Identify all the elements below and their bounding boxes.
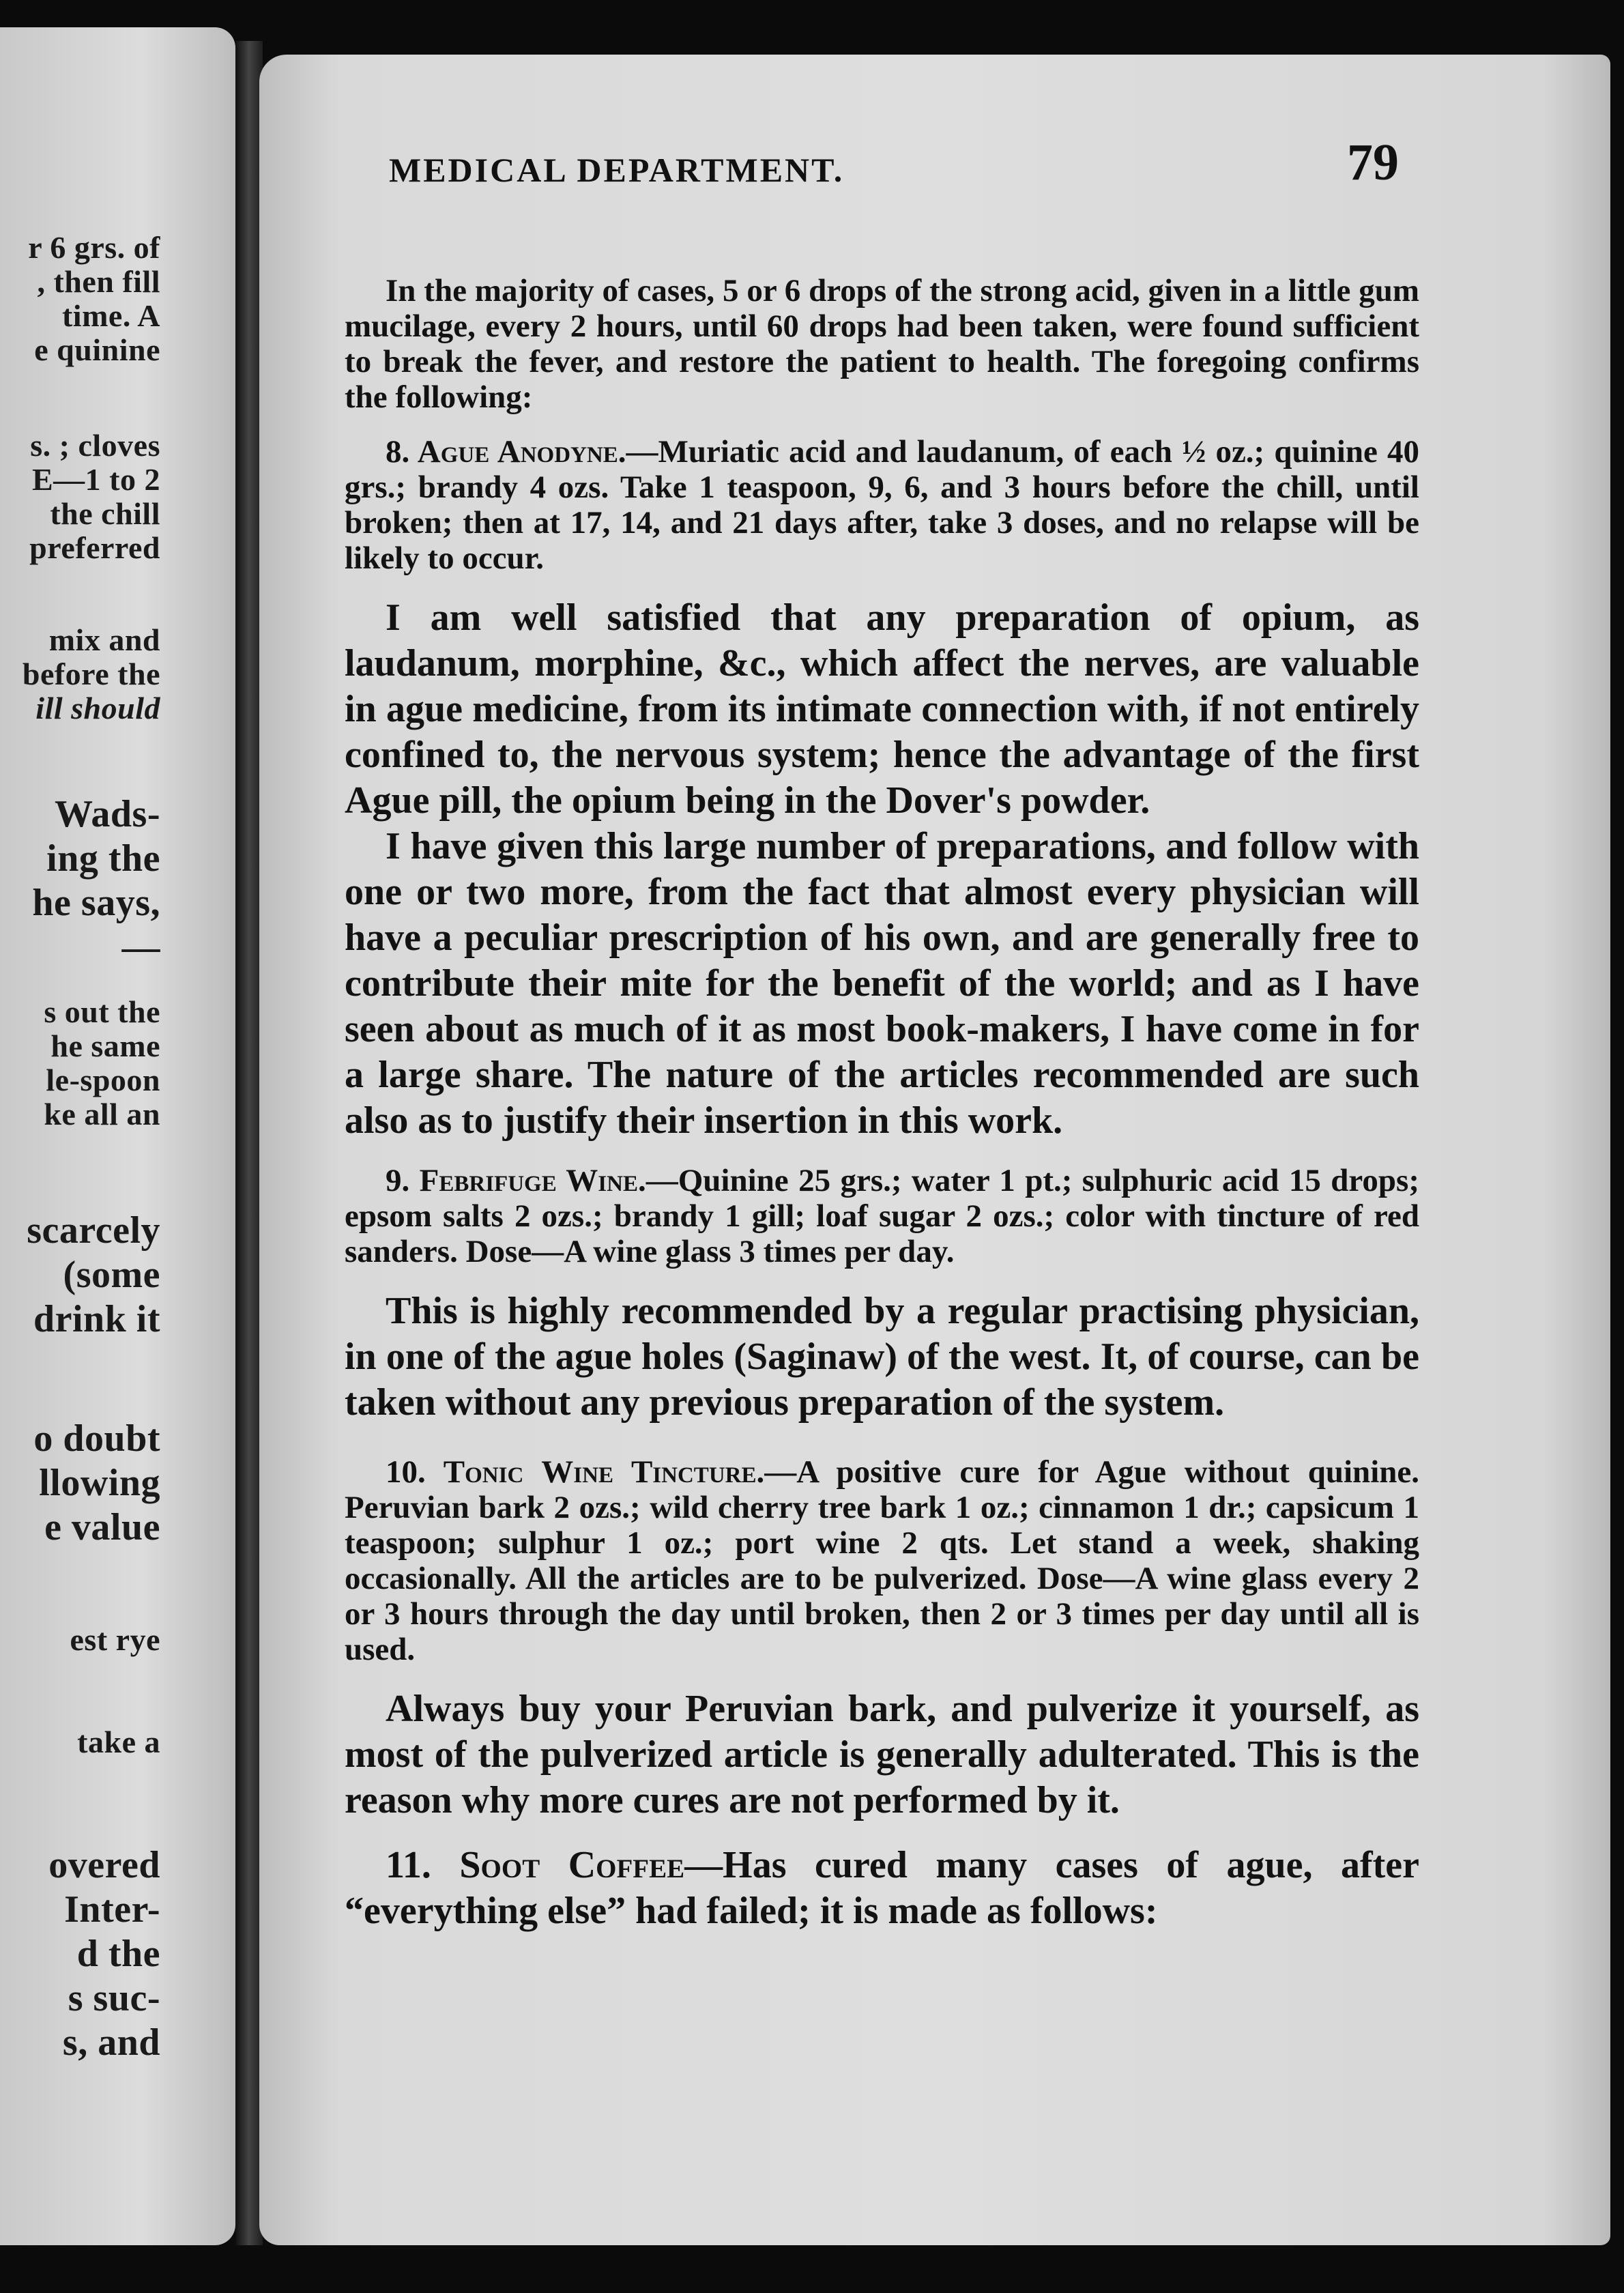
- recipe-11: [345, 1843, 1419, 1934]
- facing-page-line: the chill: [50, 496, 160, 531]
- facing-page-line: preferred: [29, 530, 160, 565]
- facing-page-line: o doubt: [33, 1417, 160, 1460]
- facing-page-line: s out the: [44, 994, 160, 1029]
- facing-page-line: ke all an: [44, 1097, 160, 1131]
- recipe-title: 8. Ague Anodyne.: [386, 434, 626, 470]
- recipe-title: 9. Febrifuge Wine.: [386, 1163, 646, 1198]
- facing-page-line: r 6 grs. of: [28, 230, 160, 265]
- facing-page-line: time. A: [61, 298, 160, 333]
- recipe-text: —Quinine 25 grs.; water 1 pt.; sulphuric acid 15 drops; epsom salts 2 ozs.; brandy 1 gill; loaf sugar 2 ozs.; color with tincture of red sanders. Dose—A wine glass 3 times per day.: [345, 1163, 1419, 1269]
- facing-page-line: s, and: [62, 2021, 160, 2064]
- paragraph: I have given this large number of preparations, and follow with one or two more, from the fact that almost every physician will have a peculiar prescription of his own, and are generally free to contribute their mite for the benefit of the world; and as I have seen about as much of it as most book-makers, I have come in for a large share. The nature of the articles recommended are such also as to justify their insertion in this work.: [345, 825, 1419, 1142]
- facing-page-line: ill should: [35, 691, 160, 725]
- recipe-title: 11. Soot Coffee: [386, 1844, 685, 1886]
- page-number: 79: [1347, 134, 1399, 191]
- facing-page-line: Inter-: [64, 1888, 160, 1931]
- recipe-8: [345, 434, 1419, 576]
- paragraph: This is highly recommended by a regular practising physician, in one of the ague holes (Saginaw) of the west. It, of course, can be taken without any previous preparation of the system.: [345, 1290, 1419, 1424]
- page-header: [389, 130, 1433, 191]
- recipe-text: —Has cured many cases of ague, after “everything else” had failed; it is made as follows:: [345, 1844, 1419, 1932]
- facing-page-line: he same: [50, 1028, 160, 1063]
- facing-page-line: est rye: [70, 1622, 160, 1657]
- facing-page-line: le-spoon: [46, 1063, 160, 1097]
- facing-page-line: —: [121, 926, 160, 968]
- facing-page-line: Wads-: [55, 793, 160, 835]
- facing-page-line: take a: [77, 1725, 160, 1759]
- facing-page-line: overed: [48, 1844, 160, 1886]
- facing-page-line: llowing: [39, 1462, 160, 1504]
- facing-page-line: s. ; cloves: [30, 428, 160, 463]
- facing-page-line: E—1 to 2: [32, 462, 160, 497]
- facing-page-line: mix and: [48, 622, 160, 657]
- facing-page-line: ing the: [46, 837, 160, 880]
- facing-page-line: e quinine: [34, 332, 160, 367]
- recipe-title: 10. Tonic Wine Tincture.: [386, 1454, 765, 1490]
- page-text: [345, 273, 1419, 1934]
- recipe-text: —A positive cure for Ague without quinine. Peruvian bark 2 ozs.; wild cherry tree bark 1 oz.; cinnamon 1 dr.; capsicum 1 teaspoon; sulphur 1 oz.; port wine 2 qts. Let stand a week, shaking occasionally. All the articles are to be pulverized. Dose—A wine glass every 2 or 3 hours through the day until broken, then 2 or 3 times per day until all is used.: [345, 1454, 1419, 1667]
- paragraph: Always buy your Peruvian bark, and pulverize it yourself, as most of the pulverized article is generally adulterated. This is the reason why more cures are not performed by it.: [345, 1688, 1419, 1821]
- facing-page-line: scarcely: [27, 1209, 160, 1252]
- running-head: MEDICAL DEPARTMENT.: [389, 151, 845, 189]
- facing-page-line: before the: [22, 657, 160, 691]
- book-gutter: [235, 41, 263, 2245]
- facing-page-line: he says,: [32, 882, 160, 924]
- recipe-text: —Muriatic acid and laudanum, of each ½ oz.; quinine 40 grs.; brandy 4 ozs. Take 1 teaspoon, 9, 6, and 3 hours before the chill, until broken; then at 17, 14, and 21 days after, take 3 doses, and no relapse will be likely to occur.: [345, 434, 1419, 576]
- facing-page-line: (some: [63, 1254, 160, 1296]
- facing-page-line: drink it: [33, 1298, 160, 1340]
- facing-page-line: d the: [76, 1933, 160, 1975]
- facing-page: [0, 27, 235, 2245]
- paragraph: In the majority of cases, 5 or 6 drops of the strong acid, given in a little gum mucilage, every 2 hours, until 60 drops had been taken, were found sufficient to break the fever, and restore the patient to health. The foregoing confirms the following:: [345, 273, 1419, 415]
- facing-page-line: s suc-: [68, 1977, 160, 2019]
- recipe-9: [345, 1163, 1419, 1269]
- recipe-10: [345, 1454, 1419, 1667]
- facing-page-line: , then fill: [37, 264, 160, 299]
- facing-page-line: e value: [44, 1506, 160, 1548]
- paragraph: I am well satisfied that any preparation of opium, as laudanum, morphine, &c., which affect the nerves, are valuable in ague medicine, from its intimate connection with, if not entirely confined to, the nervous system; hence the advantage of the first Ague pill, the opium being in the Dover's powder.: [345, 596, 1419, 822]
